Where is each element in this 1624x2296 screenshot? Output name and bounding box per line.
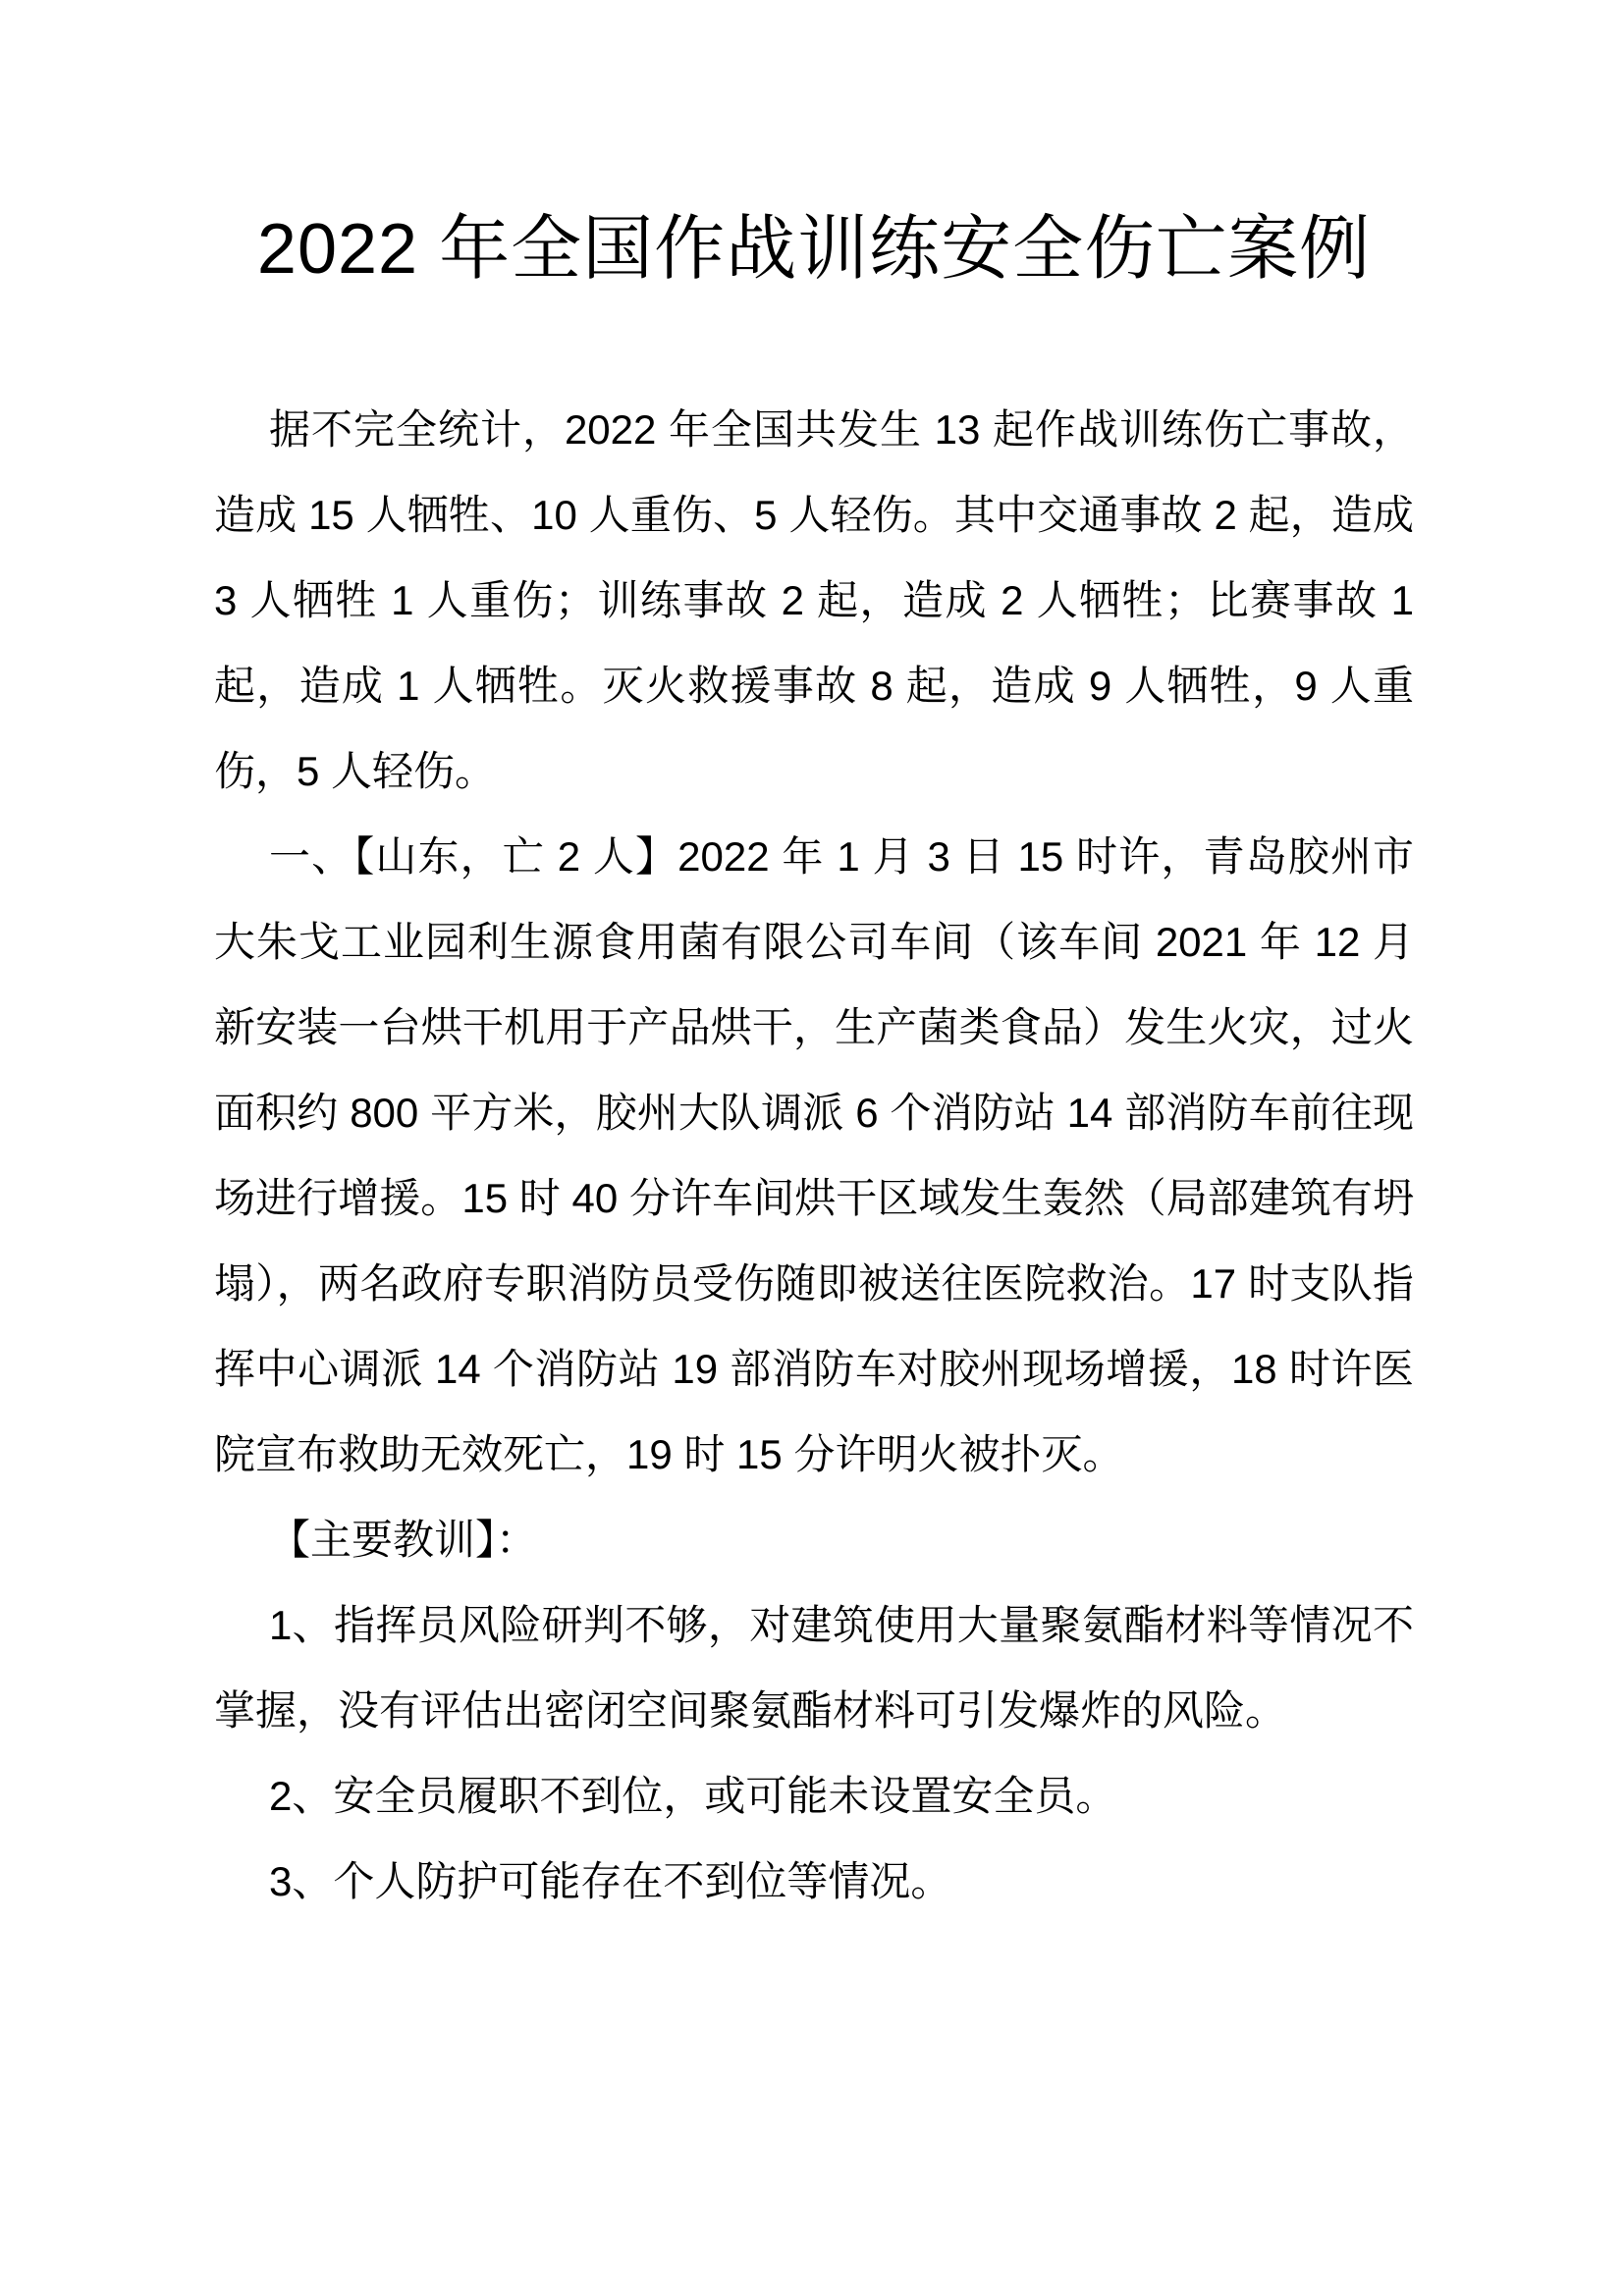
paragraph-case-shandong: 一、【山东，亡 2 人】2022 年 1 月 3 日 15 时许，青岛胶州市大朱戈工业园利生源食用菌有限公司车间（该车间 2021 年 12 月新安装一台烘干机用于产品烘干，生产菌类食品）发生火灾，过火面积约 800 平方米，胶州大队调派 6 个消防站 14 部消防车前往现场进行增援。15 时 40 分许车间烘干区域发生轰然（局部建筑有坍塌），两名政府专职消防员受伤随即被送往医院救治。17 时支队指挥中心调派 14 个消防站 19 部消防车对胶州现场增援，18 时许医院宣布救助无效死亡，19 时 15 分许明火被扑灭。 bbox=[214, 832, 1414, 1477]
paragraph-statistics-intro: 据不完全统计，2022 年全国共发生 13 起作战训练伤亡事故，造成 15 人牺牲、10 人重伤、5 人轻伤。其中交通事故 2 起，造成 3 人牺牲 1 人重伤；训练事故 2 起，造成 2 人牺牲；比赛事故 1 起，造成 1 人牺牲。灭火救援事故 8 起，造成 9 人牺牲，9 人重伤，5 人轻伤。 bbox=[214, 405, 1414, 794]
paragraph-lesson-1: 1、指挥员风险研判不够，对建筑使用大量聚氨酯材料等情况不掌握，没有评估出密闭空间聚氨酯材料可引发爆炸的风险。 bbox=[214, 1601, 1414, 1734]
paragraph-lesson-2: 2、安全员履职不到位，或可能未设置安全员。 bbox=[269, 1772, 1117, 1819]
page-title: 2022 年全国作战训练安全伤亡案例 bbox=[256, 210, 1372, 289]
paragraph-lessons-heading: 【主要教训】： bbox=[269, 1516, 538, 1563]
paragraph-lesson-3: 3、个人防护可能存在不到位等情况。 bbox=[269, 1857, 952, 1904]
